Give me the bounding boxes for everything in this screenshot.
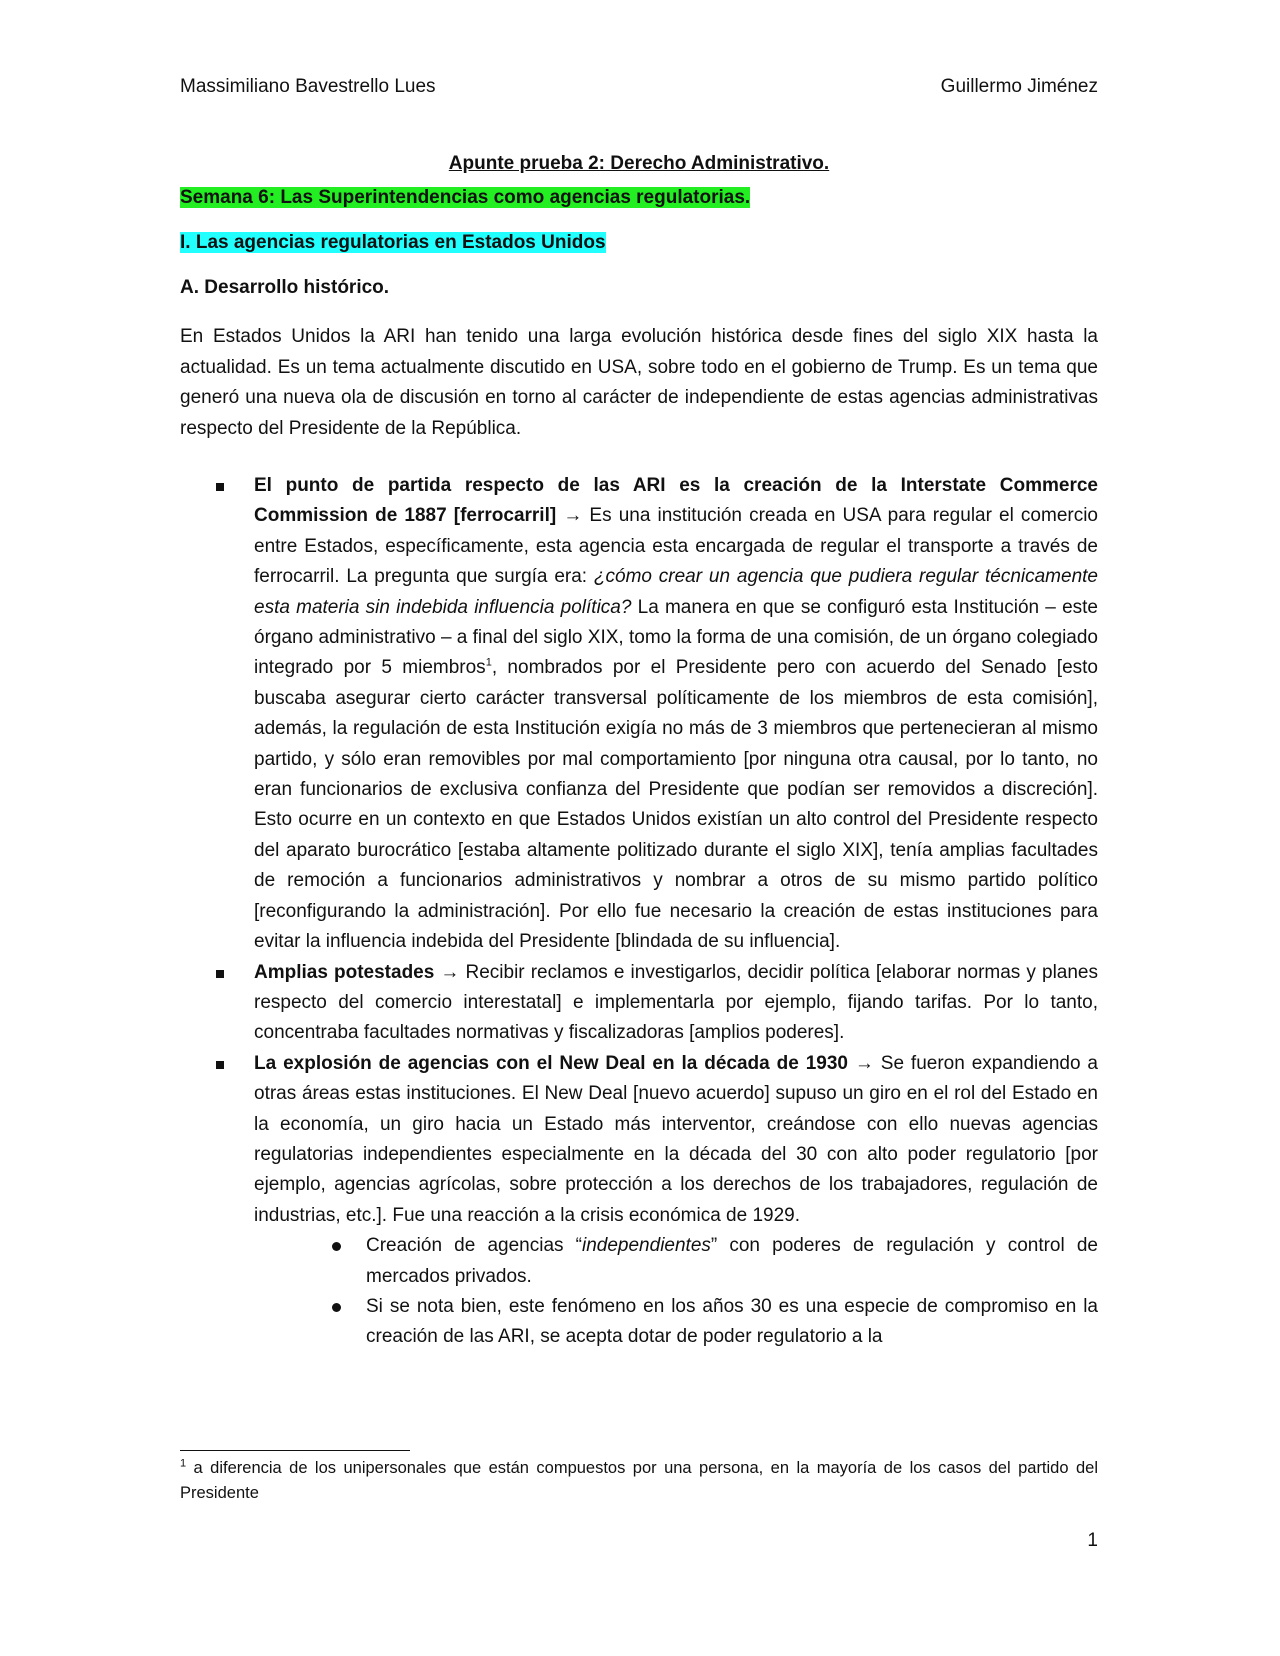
subsection-heading: A. Desarrollo histórico.: [180, 277, 390, 298]
round-bullet-icon: [332, 1303, 341, 1312]
bullet-list: [180, 471, 1098, 1353]
round-bullet-icon: [332, 1242, 341, 1251]
square-bullet-icon: [216, 483, 224, 491]
footnote-separator: [180, 1450, 410, 1451]
footnote: $^1$ a diferencia de los unipersonales que están compuestos por una persona, en la mayoría de los casos del partido del Presidente: [180, 1457, 1098, 1502]
square-bullet-icon: [216, 970, 224, 978]
intro-paragraph: En Estados Unidos la ARI han tenido una larga evolución histórica desde fines del siglo XIX hasta la actualidad. Es un tema actualmente discutido en USA, sobre todo en el gobierno de Trump. Es un tema que generó una nueva ola de discusión en torno al carácter de independiente de estas agencias administrativas respecto del Presidente de la República.: [180, 326, 1098, 439]
sub-list-item: Creación de agencias “independientes” con poderes de regulación y control de mercados privados.: [180, 1231, 1098, 1292]
list-item: La explosión de agencias con el New Deal en la década de 1930 → Se fueron expandiendo a otras áreas estas instituciones. El New Deal [nuevo acuerdo] supuso un giro en el rol del Estado en la economía, un giro hacia un Estado más interventor, creándose con ello nuevas agencias regulatorias independientes especialmente en la década del 30 con alto poder regulatorio [por ejemplo, agencias agrícolas, sobre protección a los derechos de los trabajadores, regulación de industrias, etc.]. Fue una reacción a la crisis económica de 1929.: [180, 1049, 1098, 1231]
list-item: Amplias potestades → Recibir reclamos e investigarlos, decidir política [elaborar normas y planes respecto del comercio interestatal] e implementarla por ejemplo, fijando tarifas. Por lo tanto, concentraba facultades normativas y fiscalizadoras [amplios poderes].: [180, 958, 1098, 1049]
page-number: 1: [1087, 1530, 1098, 1551]
document-title: Apunte prueba 2: Derecho Administrativo.: [448, 153, 830, 174]
square-bullet-icon: [216, 1061, 224, 1069]
footnote-reference[interactable]: 1: [485, 657, 492, 670]
week-heading: Semana 6: Las Superintendencias como agencias regulatorias.: [180, 187, 751, 208]
right-arrow-icon: →: [854, 1052, 874, 1074]
section-heading: I. Las agencias regulatorias en Estados Unidos: [180, 232, 606, 253]
right-arrow-icon: →: [563, 505, 583, 527]
header-author-right: Guillermo Jiménez: [940, 76, 1098, 97]
list-item: El punto de partida respecto de las ARI es la creación de la Interstate Commerce Commission de 1887 [ferrocarril] → Es una institución creada en USA para regular el comercio entre Estados, específicamente, esta agencia esta encargada de regular el transporte a través de ferrocarril. La pregunta que surgía era: ¿cómo crear un agencia que pudiera regular técnicamente esta materia sin indebida influencia política? La manera en que se configuró esta Institución – este órgano administrativo – a final del siglo XIX, tomo la forma de una comisión, de un órgano colegiado integrado por 5 miembros$^1$, nombrados por el Presidente pero con acuerdo del Senado [esto buscaba asegurar cierto carácter transversal políticamente de los miembros de esta comisión], además, la regulación de esta Institución exigía no más de 3 miembros que pertenecieran al mismo partido, y sólo eran removibles por mal comportamiento [por ninguna otra causal, por lo tanto, no eran funcionarios de exclusiva confianza del Presidente que podían ser removidos a discreción]. Esto ocurre en un contexto en que Estados Unidos existían un alto control del Presidente respecto del aparato burocrático [estaba altamente politizado durante el siglo XIX], tenía amplias facultades de remoción a funcionarios administrativos y nombrar a otros de su mismo partido político [reconfigurando la administración]. Por ello fue necesario la creación de estas instituciones para evitar la influencia indebida del Presidente [blindada de su influencia].: [180, 471, 1098, 958]
right-arrow-icon: →: [440, 961, 460, 983]
page-header: [180, 76, 1098, 98]
header-author-left: Massimiliano Bavestrello Lues: [180, 76, 436, 97]
footnote-number: 1: [180, 1457, 187, 1470]
sub-list-item: Si se nota bien, este fenómeno en los años 30 es una especie de compromiso en la creación de las ARI, se acepta dotar de poder regulatorio a la: [180, 1292, 1098, 1353]
